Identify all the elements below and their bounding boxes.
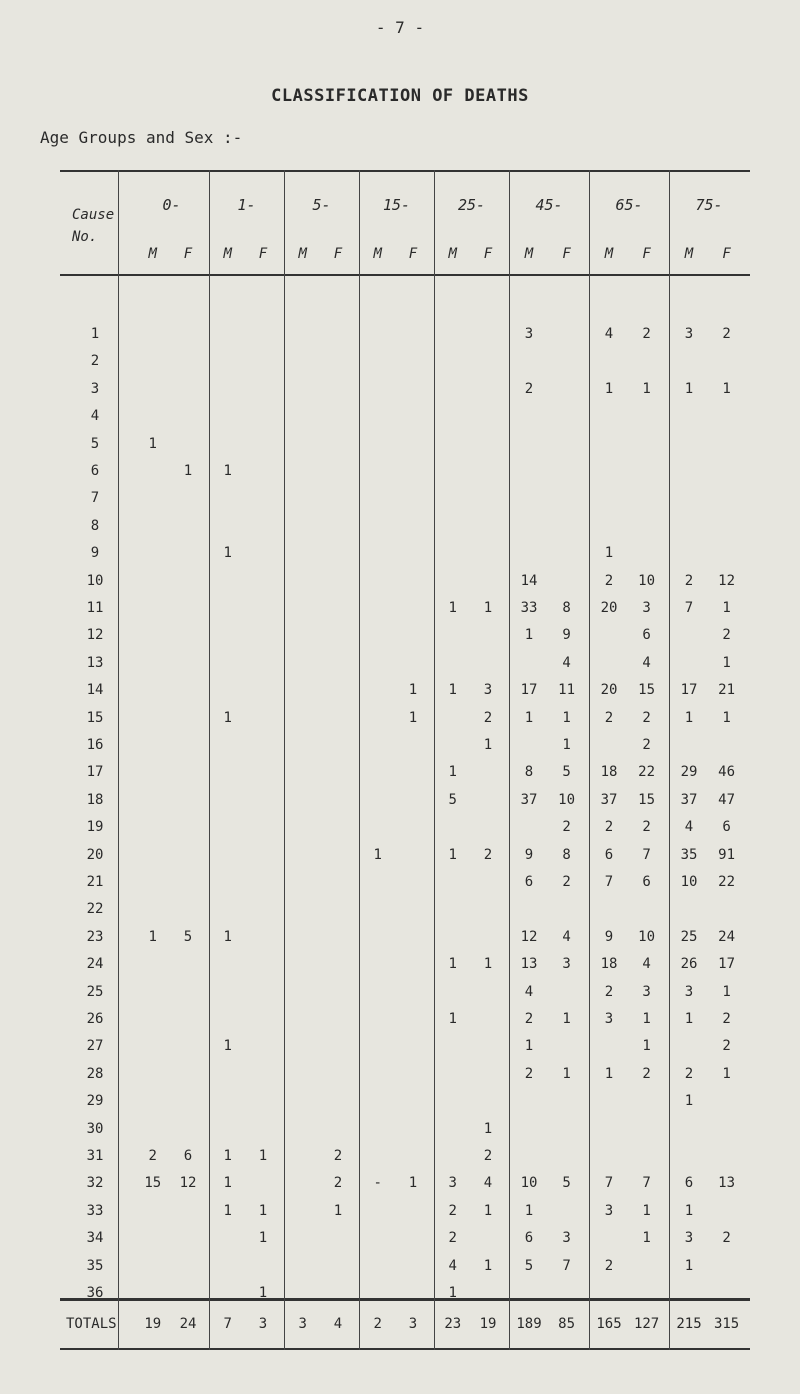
no-label: No.	[72, 229, 98, 245]
sex-header: F	[258, 246, 268, 262]
table-cell: 2	[562, 874, 571, 890]
table-cell: 3	[448, 1175, 457, 1192]
table-cell: 1	[562, 1065, 571, 1082]
table-cell: 18	[600, 956, 618, 973]
cause-number: 16	[86, 737, 104, 753]
cause-number: 17	[86, 764, 104, 781]
total-cell: 3	[258, 1316, 268, 1332]
column-divider	[434, 170, 435, 1350]
table-cell: 2	[483, 1148, 493, 1164]
table-cell: 1	[333, 1202, 343, 1219]
table-cell: 3	[642, 983, 651, 1000]
table-cell: 2	[483, 846, 493, 863]
column-divider	[589, 170, 590, 1350]
table-cell: 6	[524, 1230, 534, 1247]
table-cell: 17	[520, 682, 538, 699]
cause-number: 7	[90, 490, 100, 507]
table-cell: 1	[373, 846, 382, 863]
cause-number: 13	[86, 654, 104, 671]
total-cell: 3	[408, 1316, 418, 1332]
table-cell: 6	[524, 874, 534, 890]
table-cell: 4	[642, 654, 651, 671]
cause-number: 22	[86, 901, 104, 918]
table-cell: 1	[722, 983, 731, 1000]
age-group-header: 1-	[237, 196, 256, 214]
cause-number: 10	[86, 572, 104, 589]
cause-number: 4	[90, 408, 100, 425]
table-cell: 2	[642, 737, 651, 753]
table-header-rule	[60, 274, 750, 276]
table-cell: 1	[524, 1202, 534, 1219]
table-cell: 12	[179, 1175, 197, 1192]
table-cell: 29	[680, 764, 698, 781]
table-cell: 1	[223, 1038, 232, 1055]
table-cell: 2	[722, 1038, 731, 1055]
cause-number: 23	[86, 928, 104, 945]
table-cell: 3	[483, 682, 493, 699]
table-cell: 1	[483, 956, 493, 973]
table-cell: 22	[718, 874, 736, 890]
sex-header: M	[298, 246, 307, 262]
table-cell: 2	[722, 326, 731, 342]
table-cell: 7	[642, 846, 651, 863]
cause-number: 35	[86, 1257, 104, 1274]
table-cell: 2	[448, 1230, 457, 1247]
cause-number: 36	[86, 1285, 104, 1301]
table-cell: 1	[483, 1202, 493, 1219]
table-cell: 2	[642, 819, 651, 836]
total-cell: 189	[516, 1316, 542, 1332]
subtitle: Age Groups and Sex :-	[40, 128, 243, 147]
table-cell: 6	[183, 1148, 193, 1164]
table-cell: 17	[680, 682, 698, 699]
cause-number: 32	[86, 1175, 104, 1192]
table-cell: 1	[684, 1093, 694, 1110]
table-cell: 1	[448, 846, 457, 863]
cause-number: 11	[86, 600, 104, 616]
table-cell: 1	[258, 1285, 268, 1301]
table-cell: 6	[604, 846, 614, 863]
table-cell: 4	[562, 928, 571, 945]
table-cell: 1	[148, 928, 157, 945]
table-cell: 1	[408, 682, 418, 699]
table-cell: 1	[223, 545, 232, 562]
table-cell: 15	[638, 791, 656, 808]
age-group-header: 65-	[615, 196, 643, 214]
total-cell: 2	[373, 1316, 382, 1332]
total-cell: 7	[223, 1316, 232, 1332]
table-cell: 91	[718, 846, 736, 863]
cause-number: 33	[86, 1202, 104, 1219]
table-cell: 5	[562, 1175, 571, 1192]
table-cell: 1	[642, 1038, 651, 1055]
table-cell: 46	[718, 764, 736, 781]
table-cell: 2	[524, 1065, 534, 1082]
table-cell: 2	[483, 709, 493, 726]
total-cell: 127	[633, 1316, 660, 1332]
table-cell: 1	[223, 1148, 232, 1164]
table-top-rule	[60, 170, 750, 172]
column-divider	[209, 170, 210, 1350]
table-cell: 11	[558, 682, 576, 699]
column-divider	[359, 170, 360, 1350]
table-cell: 1	[722, 380, 731, 397]
cause-number: 21	[86, 874, 104, 890]
total-cell: 19	[144, 1316, 162, 1332]
age-group-header: 75-	[695, 196, 723, 214]
table-cell: 10	[558, 791, 576, 808]
cause-number: 27	[86, 1038, 104, 1055]
table-cell: 1	[604, 545, 614, 562]
table-cell: 1	[684, 380, 694, 397]
table-cell: 6	[642, 874, 651, 890]
table-cell: 1	[148, 435, 157, 452]
table-cell: 1	[223, 1202, 232, 1219]
table-cell: 1	[448, 600, 457, 616]
total-cell: 19	[479, 1316, 497, 1332]
table-cell: 1	[408, 709, 418, 726]
table-cell: 3	[642, 600, 651, 616]
cause-number: 9	[90, 545, 100, 562]
table-cell: 3	[684, 1230, 694, 1247]
cause-number: 31	[86, 1148, 104, 1164]
table-cell: 1	[448, 764, 457, 781]
cause-number: 15	[86, 709, 104, 726]
table-cell: 12	[520, 928, 538, 945]
table-cell: 4	[524, 983, 534, 1000]
table-cell: 2	[722, 1230, 731, 1247]
total-cell: 85	[558, 1316, 576, 1332]
cause-label: Cause	[72, 207, 115, 223]
table-cell: 2	[722, 1011, 731, 1027]
sex-header: M	[148, 246, 157, 262]
table-cell: 1	[258, 1202, 268, 1219]
cause-number: 28	[86, 1065, 104, 1082]
cause-number: 34	[86, 1230, 104, 1247]
table-cell: 7	[562, 1257, 571, 1274]
page-title: CLASSIFICATION OF DEATHS	[271, 86, 529, 106]
sex-header: F	[408, 246, 418, 262]
sex-header: M	[373, 246, 382, 262]
sex-header: F	[333, 246, 343, 262]
age-group-header: 25-	[457, 196, 486, 214]
table-cell: 5	[562, 764, 571, 781]
table-cell: 1	[258, 1230, 268, 1247]
table-cell: 1	[223, 1175, 232, 1192]
table-cell: 1	[448, 1285, 457, 1301]
table-cell: 2	[604, 1257, 614, 1274]
table-cell: 1	[722, 709, 731, 726]
table-cell: 1	[684, 1202, 694, 1219]
age-group-header: 0-	[162, 196, 181, 214]
table-cell: 7	[642, 1175, 651, 1192]
table-cell: 1	[684, 1257, 694, 1274]
cause-number: 8	[90, 517, 100, 534]
table-cell: 3	[604, 1202, 614, 1219]
cause-number: 12	[86, 627, 104, 644]
table-cell: 9	[524, 846, 534, 863]
sex-header: M	[684, 246, 694, 262]
table-cell: 1	[223, 463, 232, 479]
table-cell: 1	[722, 654, 731, 671]
table-cell: 20	[600, 600, 618, 616]
table-cell: 33	[520, 600, 538, 616]
cause-number: 3	[90, 380, 100, 397]
table-cell: 7	[604, 1175, 614, 1192]
table-cell: 3	[562, 956, 571, 973]
table-cell: 20	[600, 682, 618, 699]
table-cell: 18	[600, 764, 618, 781]
cause-number: 1	[90, 326, 100, 342]
cause-number: 20	[86, 846, 104, 863]
table-cell: 6	[684, 1175, 694, 1192]
sex-header: M	[604, 246, 614, 262]
cause-header	[72, 204, 114, 248]
table-cell: 2	[604, 983, 614, 1000]
table-cell: 5	[183, 928, 193, 945]
table-cell: 35	[680, 846, 698, 863]
table-cell: 10	[638, 928, 656, 945]
cause-number: 6	[90, 463, 100, 479]
table-cell: 4	[642, 956, 651, 973]
cause-number: 29	[86, 1093, 104, 1110]
table-cell: 5	[524, 1257, 534, 1274]
table-cell: 2	[604, 572, 614, 589]
table-cell: 2	[562, 819, 571, 836]
cause-number: 25	[86, 983, 104, 1000]
column-divider	[669, 170, 670, 1350]
table-cell: 1	[524, 709, 534, 726]
total-cell: 4	[333, 1316, 343, 1332]
table-cell: 8	[562, 846, 571, 863]
table-cell: 1	[223, 709, 232, 726]
table-cell: 1	[408, 1175, 418, 1192]
total-cell: 165	[596, 1316, 622, 1332]
page-number: - 7 -	[375, 18, 425, 37]
total-cell: 215	[676, 1316, 702, 1332]
table-cell: 4	[562, 654, 571, 671]
column-divider	[118, 170, 119, 1350]
table-cell: 1	[642, 380, 651, 397]
table-cell: 1	[483, 600, 493, 616]
table-cell: 26	[680, 956, 698, 973]
age-group-header: 15-	[382, 196, 411, 214]
table-cell: 1	[448, 956, 457, 973]
table-cell: 14	[520, 572, 538, 589]
table-cell: 8	[562, 600, 571, 616]
table-cell: 2	[684, 1065, 694, 1082]
table-cell: 4	[483, 1175, 493, 1192]
table-cell: 6	[642, 627, 651, 644]
totals-top-rule	[60, 1298, 750, 1301]
table-cell: 1	[562, 709, 571, 726]
table-cell: 1	[524, 627, 534, 644]
table-cell: 22	[638, 764, 656, 781]
total-cell: 24	[179, 1316, 197, 1332]
table-cell: 1	[223, 928, 232, 945]
table-cell: 4	[684, 819, 694, 836]
total-cell: 3	[298, 1316, 307, 1332]
cause-number: 14	[86, 682, 104, 699]
table-cell: 4	[604, 326, 614, 342]
sex-header: F	[183, 246, 193, 262]
cause-number: 18	[86, 791, 104, 808]
table-cell: 2	[642, 1065, 651, 1082]
cause-number: 24	[86, 956, 104, 973]
table-cell: 10	[520, 1175, 538, 1192]
table-cell: 13	[520, 956, 538, 973]
sex-header: F	[562, 246, 571, 262]
table-cell: 2	[333, 1148, 343, 1164]
table-cell: 1	[448, 682, 457, 699]
sex-header: M	[524, 246, 534, 262]
table-cell: 1	[642, 1011, 651, 1027]
table-cell: 2	[604, 709, 614, 726]
table-cell: 1	[483, 1257, 493, 1274]
table-cell: 3	[562, 1230, 571, 1247]
table-cell: 1	[642, 1230, 651, 1247]
table-cell: 25	[680, 928, 698, 945]
table-cell: 1	[684, 709, 694, 726]
sex-header: M	[223, 246, 232, 262]
table-cell: 9	[604, 928, 614, 945]
table-cell: 10	[638, 572, 656, 589]
age-group-header: 45-	[535, 196, 563, 214]
table-cell: 24	[718, 928, 736, 945]
table-cell: 1	[722, 600, 731, 616]
table-cell: 15	[638, 682, 656, 699]
table-cell: 2	[333, 1175, 343, 1192]
total-cell: 23	[444, 1316, 462, 1332]
table-cell: 2	[148, 1148, 157, 1164]
table-cell: 7	[604, 874, 614, 890]
table-cell: 7	[684, 600, 694, 616]
cause-number: 26	[86, 1011, 104, 1027]
table-cell: 47	[718, 791, 736, 808]
table-cell: 1	[722, 1065, 731, 1082]
table-cell: 2	[524, 1011, 534, 1027]
table-cell: 3	[604, 1011, 614, 1027]
table-cell: 1	[684, 1011, 694, 1027]
table-cell: 21	[718, 682, 736, 699]
table-cell: 1	[642, 1202, 651, 1219]
sex-header: F	[722, 246, 731, 262]
sex-header: M	[448, 246, 457, 262]
table-cell: 37	[680, 791, 698, 808]
cause-number: 30	[86, 1120, 104, 1137]
column-divider	[509, 170, 510, 1350]
table-cell: 9	[562, 627, 571, 644]
total-cell: 315	[713, 1316, 740, 1332]
table-cell: 2	[524, 380, 534, 397]
table-cell: 4	[448, 1257, 457, 1274]
table-bottom-rule	[60, 1348, 750, 1350]
table-cell: 3	[684, 326, 694, 342]
table-cell: 2	[604, 819, 614, 836]
sex-header: F	[642, 246, 651, 262]
table-cell: 6	[722, 819, 731, 836]
table-cell: 2	[684, 572, 694, 589]
sex-header: F	[483, 246, 493, 262]
table-cell: 15	[144, 1175, 162, 1192]
table-cell: 8	[524, 764, 534, 781]
table-cell: 2	[642, 326, 651, 342]
table-cell: 1	[183, 463, 193, 479]
table-cell: 17	[718, 956, 736, 973]
table-cell: 2	[722, 627, 731, 644]
totals-label: TOTALS	[66, 1316, 117, 1332]
table-cell: 1	[524, 1038, 534, 1055]
cause-number: 5	[90, 435, 100, 452]
table-cell: 2	[448, 1202, 457, 1219]
table-cell: 2	[642, 709, 651, 726]
table-cell: 1	[483, 1120, 493, 1137]
table-cell: 1	[258, 1148, 268, 1164]
cause-number: 2	[90, 353, 100, 370]
table-cell: 37	[520, 791, 538, 808]
table-cell: 1	[562, 737, 571, 753]
table-cell: 10	[680, 874, 698, 890]
table-cell: 1	[604, 380, 614, 397]
table-cell: 3	[684, 983, 694, 1000]
table-cell: 3	[524, 326, 534, 342]
table-cell: 37	[600, 791, 618, 808]
cause-number: 19	[86, 819, 104, 836]
table-cell: 13	[718, 1175, 736, 1192]
table-cell: 1	[483, 737, 493, 753]
table-cell: 5	[448, 791, 457, 808]
table-cell: 1	[448, 1011, 457, 1027]
column-divider	[284, 170, 285, 1350]
age-group-header: 5-	[312, 196, 331, 214]
table-cell: 1	[604, 1065, 614, 1082]
table-cell: -	[373, 1175, 382, 1192]
table-cell: 12	[718, 572, 736, 589]
table-cell: 1	[562, 1011, 571, 1027]
